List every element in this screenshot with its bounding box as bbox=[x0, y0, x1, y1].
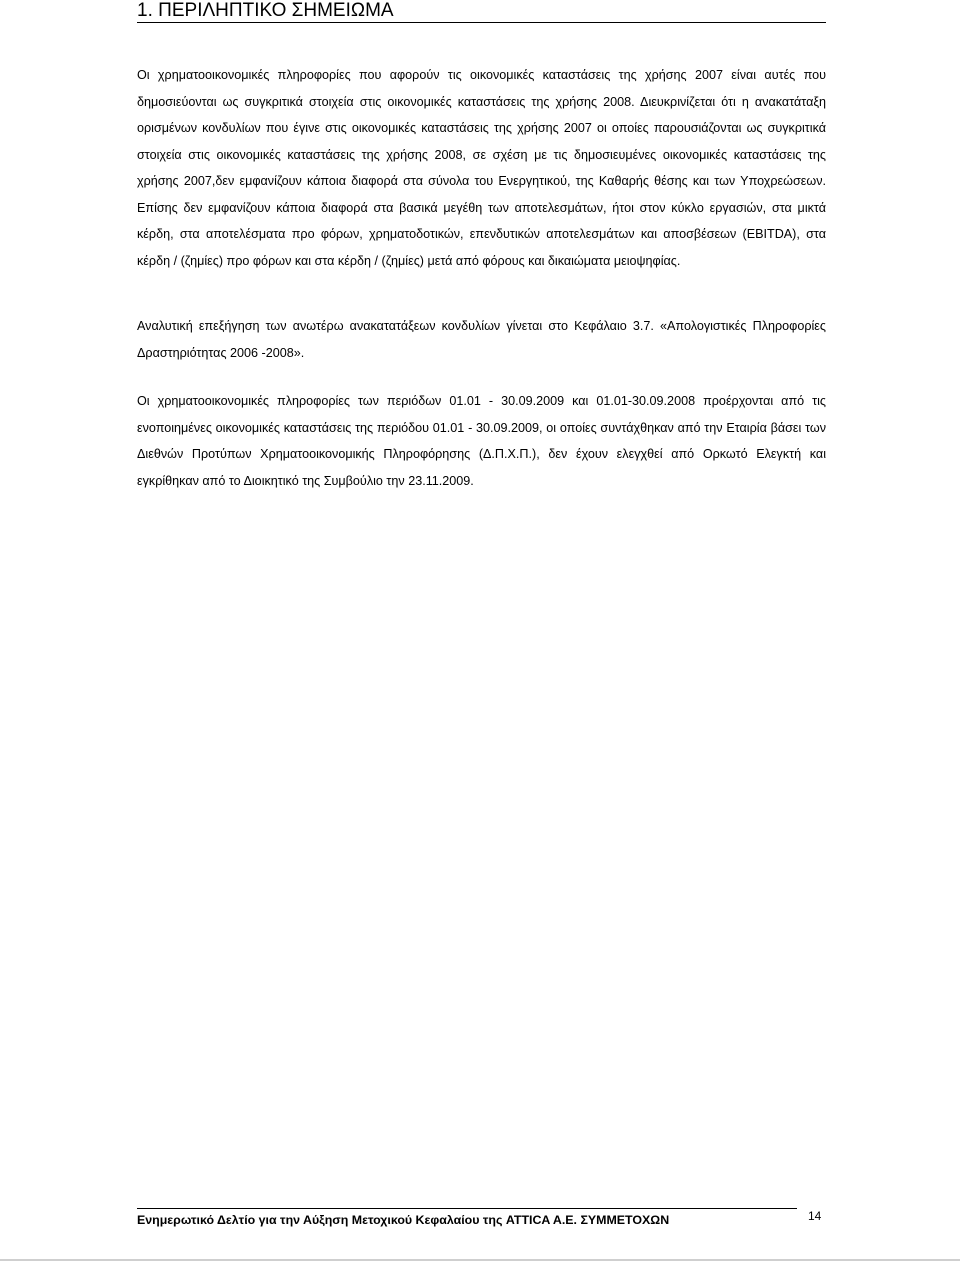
paragraph-text: Οι χρηματοοικονομικές πληροφορίες που αφορούν τις οικονομικές καταστάσεις της χρήσης 2007 είναι αυτές που δημοσιεύονται ως συγκριτικά στοιχεία στις οικονομικές καταστάσεις της χρήσης 2008. Διευκρινίζεται ότι η ανακατάταξη ορισμένων κονδυλίων που έγινε στις οικονομικές καταστάσεις της χρήσης 2007 οι οποίες παρουσιάζονται ως συγκριτικά στοιχεία στις οικονομικές καταστάσεις της χρήσης 2008, σε σχέση με τις δημοσιευμένες οικονομικές καταστάσεις της χρήσης 2007,δεν εμφανίζουν κάποια διαφορά στα σύνολα του Ενεργητικού, της Καθαρής θέσης και των Υποχρεώσεων. Επίσης δεν εμφανίζουν κάποια διαφορά στα βασικά μεγέθη των αποτελεσμάτων, ήτοι στον κύκλο εργασιών, στα μικτά κέρδη, στα αποτελέσματα προ φόρων, χρηματοδοτικών, επενδυτικών αποτελεσμάτων και αποσβέσεων (EBITDA), στα κέρδη / (ζημίες) προ φόρων και στα κέρδη / (ζημίες) μετά από φόρους και δικαιώματα μειοψηφίας. bbox=[137, 68, 826, 268]
paragraph-reclassification bbox=[137, 62, 826, 274]
section-heading-text: 1. ΠΕΡΙΛΗΠΤΙΚΟ ΣΗΜΕΙΩΜΑ bbox=[137, 0, 394, 21]
paragraph-interim-statements bbox=[137, 388, 826, 494]
footer-title: Ενημερωτικό Δελτίο για την Αύξηση Μετοχικού Κεφαλαίου της ATTICA A.E. ΣΥΜΜΕΤΟΧΩΝ bbox=[137, 1213, 670, 1227]
section-heading bbox=[137, 0, 826, 23]
footer-divider bbox=[137, 1208, 797, 1209]
page-number: 14 bbox=[808, 1209, 822, 1223]
paragraph-reference bbox=[137, 313, 826, 366]
paragraph-text: Οι χρηματοοικονομικές πληροφορίες των περιόδων 01.01 - 30.09.2009 και 01.01-30.09.2008 προέρχονται από τις ενοποιημένες οικονομικές καταστάσεις της περιόδου 01.01 - 30.09.2009, οι οποίες συντάχθηκαν από την Εταιρία βάσει των Διεθνών Προτύπων Χρηματοοικονομικής Πληροφόρησης (Δ.Π.Χ.Π.), δεν έχουν ελεγχθεί από Ορκωτό Ελεγκτή και εγκρίθηκαν από το Διοικητικό της Συμβούλιο την 23.11.2009. bbox=[137, 394, 826, 488]
paragraph-text: Αναλυτική επεξήγηση των ανωτέρω ανακατατάξεων κονδυλίων γίνεται στο Κεφάλαιο 3.7. «Απολογιστικές Πληροφορίες Δραστηριότητας 2006 -2008». bbox=[137, 319, 826, 360]
